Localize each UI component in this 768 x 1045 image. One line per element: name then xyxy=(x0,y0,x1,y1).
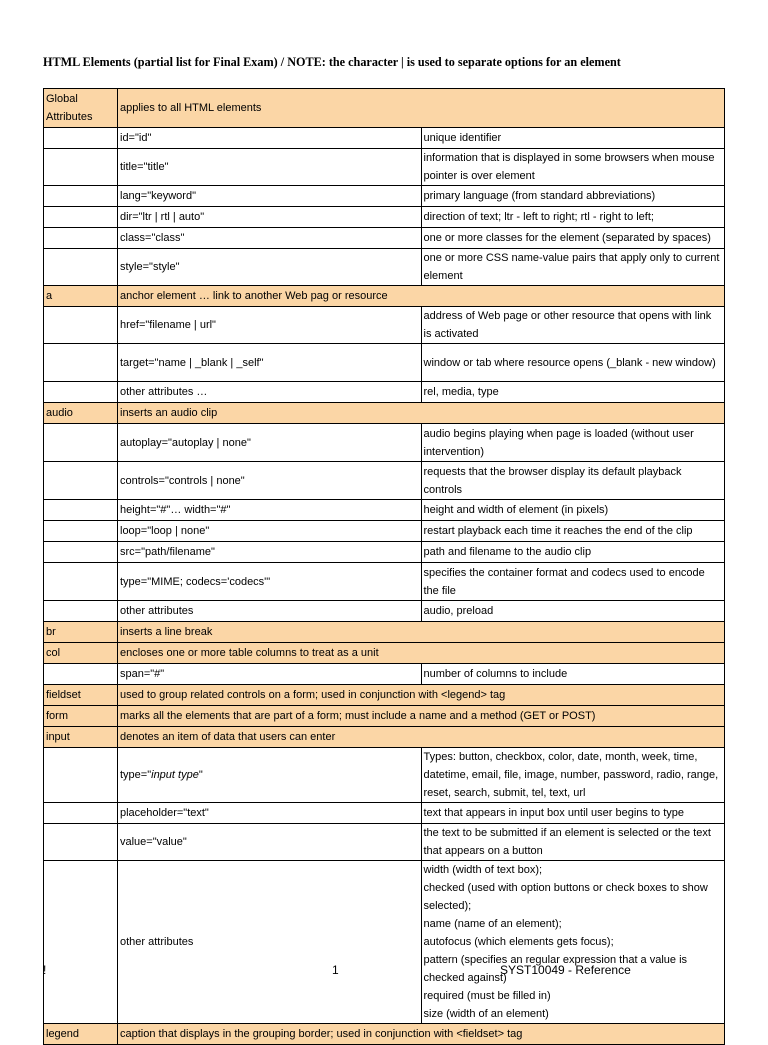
attribute-row xyxy=(44,382,725,403)
element-row xyxy=(44,622,725,643)
empty-cell xyxy=(44,500,118,521)
attribute-row xyxy=(44,563,725,601)
attribute-row xyxy=(44,186,725,207)
attribute-name xyxy=(118,748,422,803)
empty-cell xyxy=(44,664,118,685)
page-number: 1 xyxy=(332,963,339,977)
description-line: pattern (specifies an regular expression that a value is checked against) xyxy=(423,954,688,984)
attribute-description: audio begins playing when page is loaded (without user intervention) xyxy=(421,424,725,462)
element-name: fieldset xyxy=(44,685,118,706)
empty-cell xyxy=(44,563,118,601)
attribute-row xyxy=(44,424,725,462)
empty-cell xyxy=(44,249,118,286)
attribute-name: type="MIME; codecs='codecs'" xyxy=(118,563,422,601)
footer-course: SYST10049 - Reference xyxy=(500,963,631,977)
attribute-name: placeholder="text" xyxy=(118,803,422,824)
attribute-name: style="style" xyxy=(118,249,422,286)
attribute-row xyxy=(44,462,725,500)
element-name: form xyxy=(44,706,118,727)
attribute-name: title="title" xyxy=(118,149,422,186)
description-line: width (width of text box); xyxy=(423,864,543,876)
description-line: checked (used with option buttons or check boxes to show selected); xyxy=(423,882,708,912)
empty-cell xyxy=(44,542,118,563)
empty-cell xyxy=(44,149,118,186)
attribute-name-suffix: " xyxy=(198,769,203,781)
attribute-name: autoplay="autoplay | none" xyxy=(118,424,422,462)
element-row xyxy=(44,643,725,664)
empty-cell xyxy=(44,307,118,344)
attribute-description: information that is displayed in some browsers when mouse pointer is over element xyxy=(421,149,725,186)
attribute-row xyxy=(44,542,725,563)
attribute-description: the text to be submitted if an element is selected or the text that appears on a button xyxy=(421,824,725,861)
attribute-name: dir="ltr | rtl | auto" xyxy=(118,207,422,228)
attribute-description: rel, media, type xyxy=(421,382,725,403)
description-line: autofocus (which elements gets focus); xyxy=(423,936,614,948)
element-description: applies to all HTML elements xyxy=(118,89,725,128)
element-description: denotes an item of data that users can enter xyxy=(118,727,725,748)
empty-cell xyxy=(44,128,118,149)
attribute-row xyxy=(44,664,725,685)
empty-cell xyxy=(44,601,118,622)
empty-cell xyxy=(44,424,118,462)
element-name: Global Attributes xyxy=(44,89,118,128)
attribute-row xyxy=(44,521,725,542)
element-name: legend xyxy=(44,1024,118,1045)
document-title: HTML Elements (partial list for Final Exam) / NOTE: the character | is used to separate options for an element xyxy=(43,55,621,69)
attribute-description: restart playback each time it reaches the end of the clip xyxy=(421,521,725,542)
attribute-name: loop="loop | none" xyxy=(118,521,422,542)
empty-cell xyxy=(44,521,118,542)
attribute-row xyxy=(44,207,725,228)
attribute-row xyxy=(44,803,725,824)
description-line: required (must be filled in) xyxy=(423,990,551,1002)
element-name: input xyxy=(44,727,118,748)
attribute-name-prefix: type=" xyxy=(120,769,152,781)
attribute-name: height="#"… width="#" xyxy=(118,500,422,521)
attribute-row xyxy=(44,824,725,861)
attribute-row xyxy=(44,128,725,149)
element-row xyxy=(44,685,725,706)
attribute-row xyxy=(44,748,725,803)
attribute-description: one or more classes for the element (separated by spaces) xyxy=(421,228,725,249)
attribute-description: direction of text; ltr - left to right; rtl - right to left; xyxy=(421,207,725,228)
element-description: inserts a line break xyxy=(118,622,725,643)
attribute-row xyxy=(44,861,725,1024)
attribute-row xyxy=(44,228,725,249)
attribute-description: audio, preload xyxy=(421,601,725,622)
element-name: col xyxy=(44,643,118,664)
attribute-description: path and filename to the audio clip xyxy=(421,542,725,563)
attribute-row xyxy=(44,249,725,286)
attribute-description: specifies the container format and codecs used to encode the file xyxy=(421,563,725,601)
element-row xyxy=(44,1024,725,1045)
element-row xyxy=(44,706,725,727)
attribute-description: requests that the browser display its default playback controls xyxy=(421,462,725,500)
attribute-description: text that appears in input box until user begins to type xyxy=(421,803,725,824)
attribute-name: controls="controls | none" xyxy=(118,462,422,500)
element-row xyxy=(44,89,725,128)
attribute-description: window or tab where resource opens (_blank - new window) xyxy=(421,344,725,382)
element-row xyxy=(44,727,725,748)
reference-table xyxy=(43,88,725,1045)
description-line: size (width of an element) xyxy=(423,1008,549,1020)
attribute-name: target="name | _blank | _self" xyxy=(118,344,422,382)
element-description: inserts an audio clip xyxy=(118,403,725,424)
attribute-row xyxy=(44,149,725,186)
element-name: a xyxy=(44,286,118,307)
element-name: br xyxy=(44,622,118,643)
empty-cell xyxy=(44,824,118,861)
attribute-description: height and width of element (in pixels) xyxy=(421,500,725,521)
element-description: encloses one or more table columns to treat as a unit xyxy=(118,643,725,664)
empty-cell xyxy=(44,382,118,403)
attribute-name: href="filename | url" xyxy=(118,307,422,344)
empty-cell xyxy=(44,803,118,824)
attribute-description: unique identifier xyxy=(421,128,725,149)
empty-cell xyxy=(44,748,118,803)
attribute-name: src="path/filename" xyxy=(118,542,422,563)
attribute-name: value="value" xyxy=(118,824,422,861)
empty-cell xyxy=(44,186,118,207)
element-description: anchor element … link to another Web pag or resource xyxy=(118,286,725,307)
attribute-description: primary language (from standard abbreviations) xyxy=(421,186,725,207)
description-line: name (name of an element); xyxy=(423,918,562,930)
attribute-name: id="id" xyxy=(118,128,422,149)
attribute-name: span="#" xyxy=(118,664,422,685)
attribute-name: other attributes xyxy=(118,601,422,622)
attribute-row xyxy=(44,344,725,382)
element-row xyxy=(44,286,725,307)
attribute-description: number of columns to include xyxy=(421,664,725,685)
attribute-row xyxy=(44,307,725,344)
attribute-name: class="class" xyxy=(118,228,422,249)
attribute-description: Types: button, checkbox, color, date, month, week, time, datetime, email, file, image, number, password, radio, range, reset, search, submit, tel, text, url xyxy=(421,748,725,803)
element-name: audio xyxy=(44,403,118,424)
attribute-name-italic: input type xyxy=(151,769,199,781)
element-description: caption that displays in the grouping border; used in conjunction with <fieldset> tag xyxy=(118,1024,725,1045)
attribute-row xyxy=(44,601,725,622)
attribute-row xyxy=(44,500,725,521)
attribute-name: other attributes … xyxy=(118,382,422,403)
attribute-name: lang="keyword" xyxy=(118,186,422,207)
attribute-description xyxy=(421,861,725,1024)
element-row xyxy=(44,403,725,424)
attribute-name: other attributes xyxy=(118,861,422,1024)
element-description: marks all the elements that are part of a form; must include a name and a method (GET or POST) xyxy=(118,706,725,727)
footer-left: ! xyxy=(43,963,47,977)
attribute-description: address of Web page or other resource that opens with link is activated xyxy=(421,307,725,344)
empty-cell xyxy=(44,861,118,1024)
element-description: used to group related controls on a form; used in conjunction with <legend> tag xyxy=(118,685,725,706)
empty-cell xyxy=(44,207,118,228)
empty-cell xyxy=(44,462,118,500)
attribute-description: one or more CSS name-value pairs that apply only to current element xyxy=(421,249,725,286)
empty-cell xyxy=(44,228,118,249)
empty-cell xyxy=(44,344,118,382)
